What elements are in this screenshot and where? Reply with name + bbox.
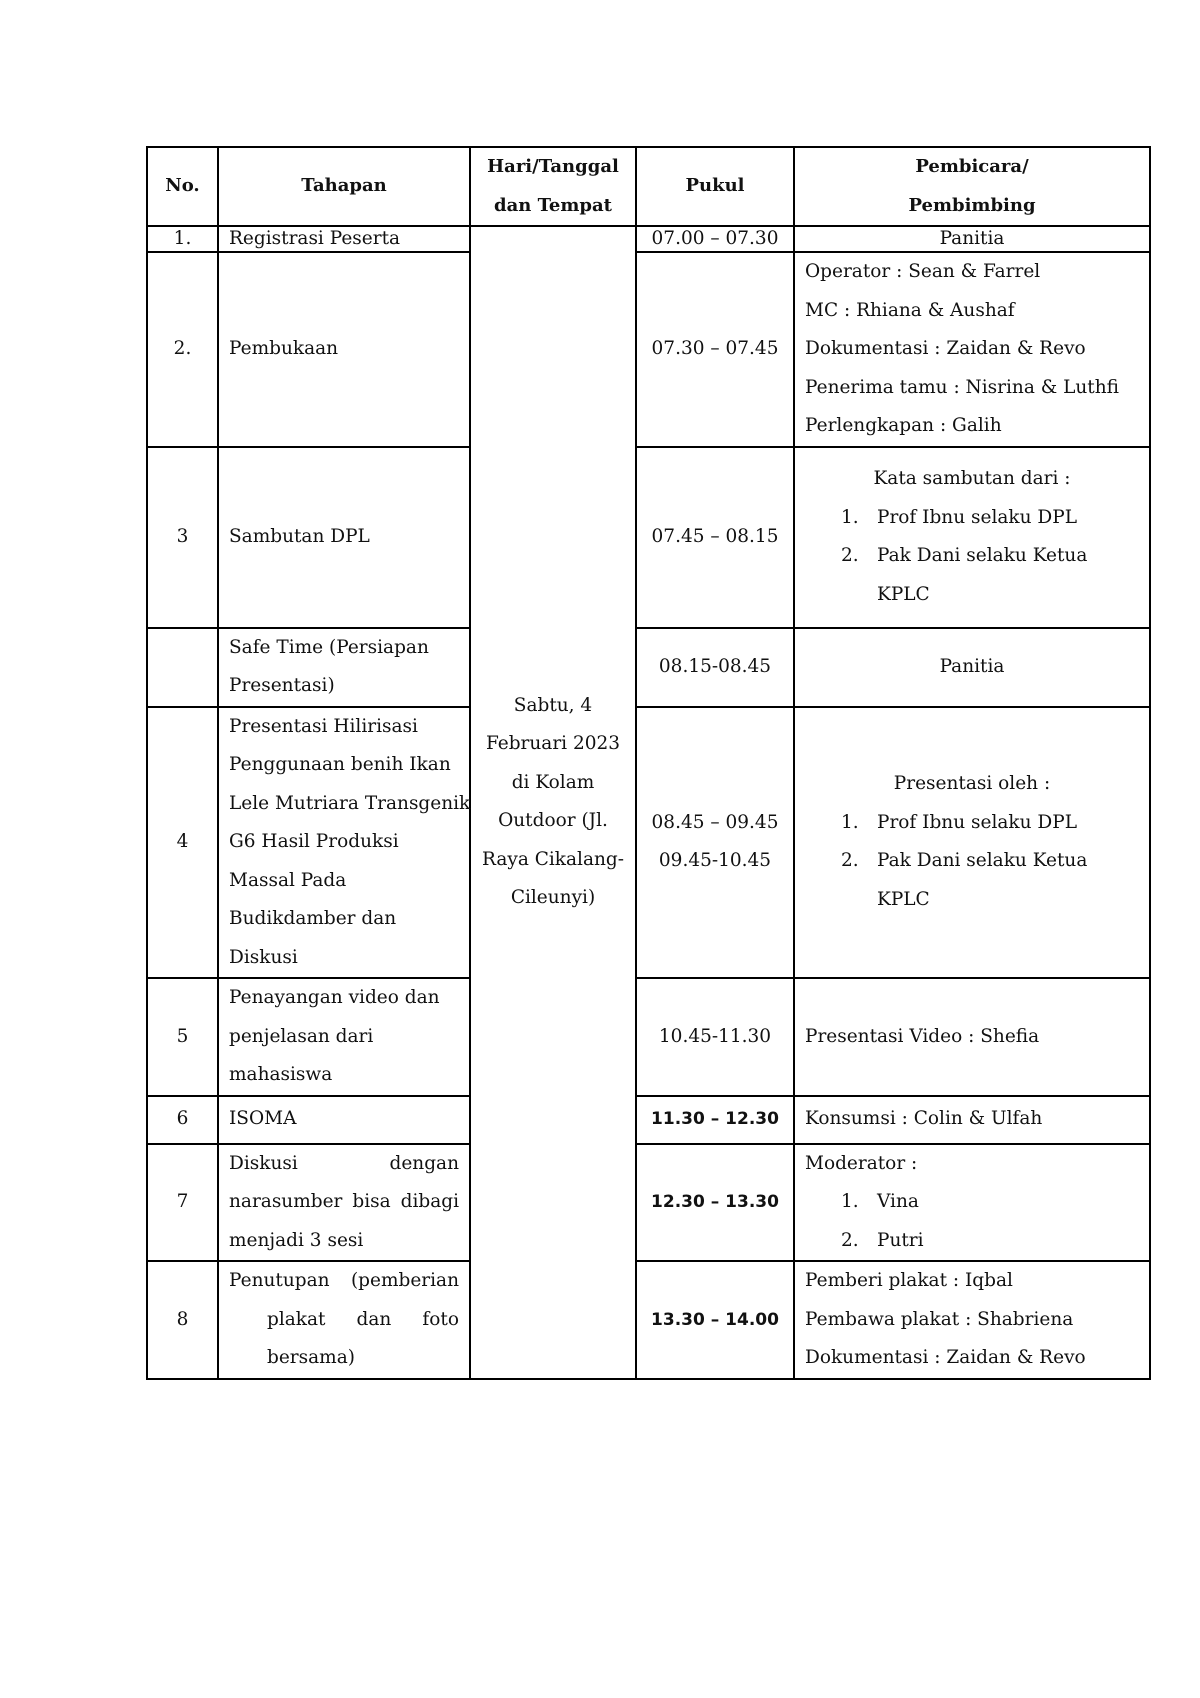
row-tahapan (218, 978, 470, 1096)
pembicara-line: Pembawa plakat : Shabriena (805, 1308, 1074, 1330)
venue-line: di Kolam (511, 771, 595, 793)
tahapan-line: Penayangan video dan (229, 987, 440, 1008)
tahapan-line: G6 Hasil Produksi (229, 831, 399, 852)
pembicara-intro: Kata sambutan dari : (873, 468, 1071, 489)
tahapan-line: Diskusi (229, 946, 298, 968)
row-number: 7 (147, 1144, 218, 1262)
row-number: 1. (147, 226, 218, 252)
table-row (147, 447, 1150, 628)
header-pembicara-line2: Pembimbing (908, 194, 1036, 216)
list-number: 1. (841, 1191, 859, 1212)
tahapan-line: Massal Pada (229, 869, 347, 891)
tahapan-line: plakat dan foto (267, 1308, 459, 1330)
table-row (147, 252, 1150, 447)
list-item (805, 499, 1139, 538)
pembicara-line: MC : Rhiana & Aushaf (805, 299, 1015, 321)
list-item (805, 842, 1139, 919)
pembicara-line: Operator : Sean & Farrel (805, 261, 1041, 282)
venue-line: Sabtu, 4 (513, 694, 593, 716)
tahapan-line: bersama) (267, 1347, 355, 1368)
list-item (805, 1183, 1139, 1222)
list-text: KPLC (877, 888, 930, 910)
table-row (147, 1144, 1150, 1262)
row-pukul: 08.15-08.45 (636, 628, 794, 707)
table-row (147, 707, 1150, 979)
tahapan-line: Penggunaan benih Ikan (229, 754, 451, 775)
schedule-table (146, 146, 1151, 1380)
tahapan-line: menjadi 3 sesi (229, 1229, 364, 1251)
list-number: 2. (841, 1229, 859, 1251)
tahapan-line: Safe Time (Persiapan (229, 636, 429, 658)
row-pukul: 13.30 – 14.00 (636, 1261, 794, 1379)
list-text: Vina (877, 1191, 919, 1212)
tahapan-line: mahasiswa (229, 1064, 333, 1085)
table-row (147, 1096, 1150, 1144)
list-item (805, 804, 1139, 843)
row-pukul (636, 707, 794, 979)
list-item (805, 1222, 1139, 1261)
row-tahapan (218, 628, 470, 707)
pembicara-line: Dokumentasi : Zaidan & Revo (805, 1347, 1086, 1368)
row-pembicara (794, 1144, 1150, 1262)
tahapan-line: Budikdamber dan (229, 908, 397, 929)
row-number: 5 (147, 978, 218, 1096)
pembicara-line: Pemberi plakat : Iqbal (805, 1270, 1013, 1291)
row-pukul: 12.30 – 13.30 (636, 1144, 794, 1262)
tahapan-line: Diskusi dengan (229, 1152, 459, 1174)
row-number: 3 (147, 447, 218, 628)
table-row (147, 1261, 1150, 1379)
row-number: 8 (147, 1261, 218, 1379)
list-text: Prof Ibnu selaku DPL (877, 506, 1077, 528)
list-number: 1. (841, 506, 859, 528)
row-tahapan (218, 1261, 470, 1379)
row-number: 4 (147, 707, 218, 979)
header-pembicara-line1: Pembicara/ (915, 156, 1029, 177)
tahapan-line: penjelasan dari (229, 1025, 374, 1047)
header-pembicara (794, 147, 1150, 226)
tahapan-line: Presentasi) (229, 675, 335, 696)
list-text: Putri (877, 1229, 924, 1251)
pembicara-list (805, 499, 1139, 615)
list-number: 2. (841, 850, 859, 872)
row-pukul: 11.30 – 12.30 (636, 1096, 794, 1144)
header-hari-line2: dan Tempat (494, 194, 612, 216)
pembicara-list (805, 804, 1139, 920)
venue-line: Cileunyi) (510, 887, 596, 909)
venue-cell (470, 226, 636, 1379)
list-item (805, 537, 1139, 614)
tahapan-line: Penutupan (pemberian (229, 1270, 459, 1291)
list-text: KPLC (877, 583, 930, 605)
pukul-line: 08.45 – 09.45 (651, 811, 779, 833)
row-tahapan: Sambutan DPL (218, 447, 470, 628)
table-header-row (147, 147, 1150, 226)
pembicara-list (805, 1183, 1139, 1260)
list-text: Pak Dani selaku Ketua (877, 545, 1088, 566)
venue-line: Februari 2023 (485, 733, 621, 755)
row-pembicara (794, 1261, 1150, 1379)
row-pembicara: Presentasi Video : Shefia (794, 978, 1150, 1096)
list-text: Pak Dani selaku Ketua (877, 850, 1088, 872)
header-hari-tanggal (470, 147, 636, 226)
row-pukul: 07.00 – 07.30 (636, 226, 794, 252)
pukul-line: 09.45-10.45 (658, 850, 772, 872)
table-row (147, 226, 1150, 252)
row-pembicara (794, 707, 1150, 979)
row-tahapan (218, 707, 470, 979)
list-number: 2. (841, 545, 859, 566)
venue-line: Raya Cikalang- (481, 848, 624, 870)
tahapan-line: Presentasi Hilirisasi (229, 715, 418, 737)
pembicara-line: Penerima tamu : Nisrina & Luthfi (805, 376, 1119, 398)
row-tahapan: Registrasi Peserta (218, 226, 470, 252)
row-pukul: 07.45 – 08.15 (636, 447, 794, 628)
header-no: No. (147, 147, 218, 226)
row-number: 6 (147, 1096, 218, 1144)
row-tahapan: ISOMA (218, 1096, 470, 1144)
row-pukul: 10.45-11.30 (636, 978, 794, 1096)
row-pembicara (794, 252, 1150, 447)
row-pembicara: Panitia (794, 226, 1150, 252)
pembicara-intro: Presentasi oleh : (893, 773, 1051, 795)
row-pembicara: Panitia (794, 628, 1150, 707)
list-text: Prof Ibnu selaku DPL (877, 811, 1077, 833)
header-tahapan: Tahapan (218, 147, 470, 226)
tahapan-line: narasumber bisa dibagi (229, 1191, 459, 1212)
header-pukul: Pukul (636, 147, 794, 226)
row-pukul: 07.30 – 07.45 (636, 252, 794, 447)
table-row (147, 978, 1150, 1096)
row-number: 2. (147, 252, 218, 447)
header-hari-line1: Hari/Tanggal (487, 156, 619, 177)
list-number: 1. (841, 811, 859, 833)
table-row (147, 628, 1150, 707)
pembicara-line: Perlengkapan : Galih (805, 415, 1002, 436)
venue-line: Outdoor (Jl. (498, 810, 608, 832)
row-tahapan (218, 1144, 470, 1262)
row-tahapan: Pembukaan (218, 252, 470, 447)
pembicara-intro: Moderator : (805, 1152, 918, 1174)
row-number (147, 628, 218, 707)
row-pembicara (794, 447, 1150, 628)
tahapan-line: Lele Mutriara Transgenik (229, 792, 471, 814)
pembicara-line: Dokumentasi : Zaidan & Revo (805, 338, 1086, 359)
row-pembicara: Konsumsi : Colin & Ulfah (794, 1096, 1150, 1144)
